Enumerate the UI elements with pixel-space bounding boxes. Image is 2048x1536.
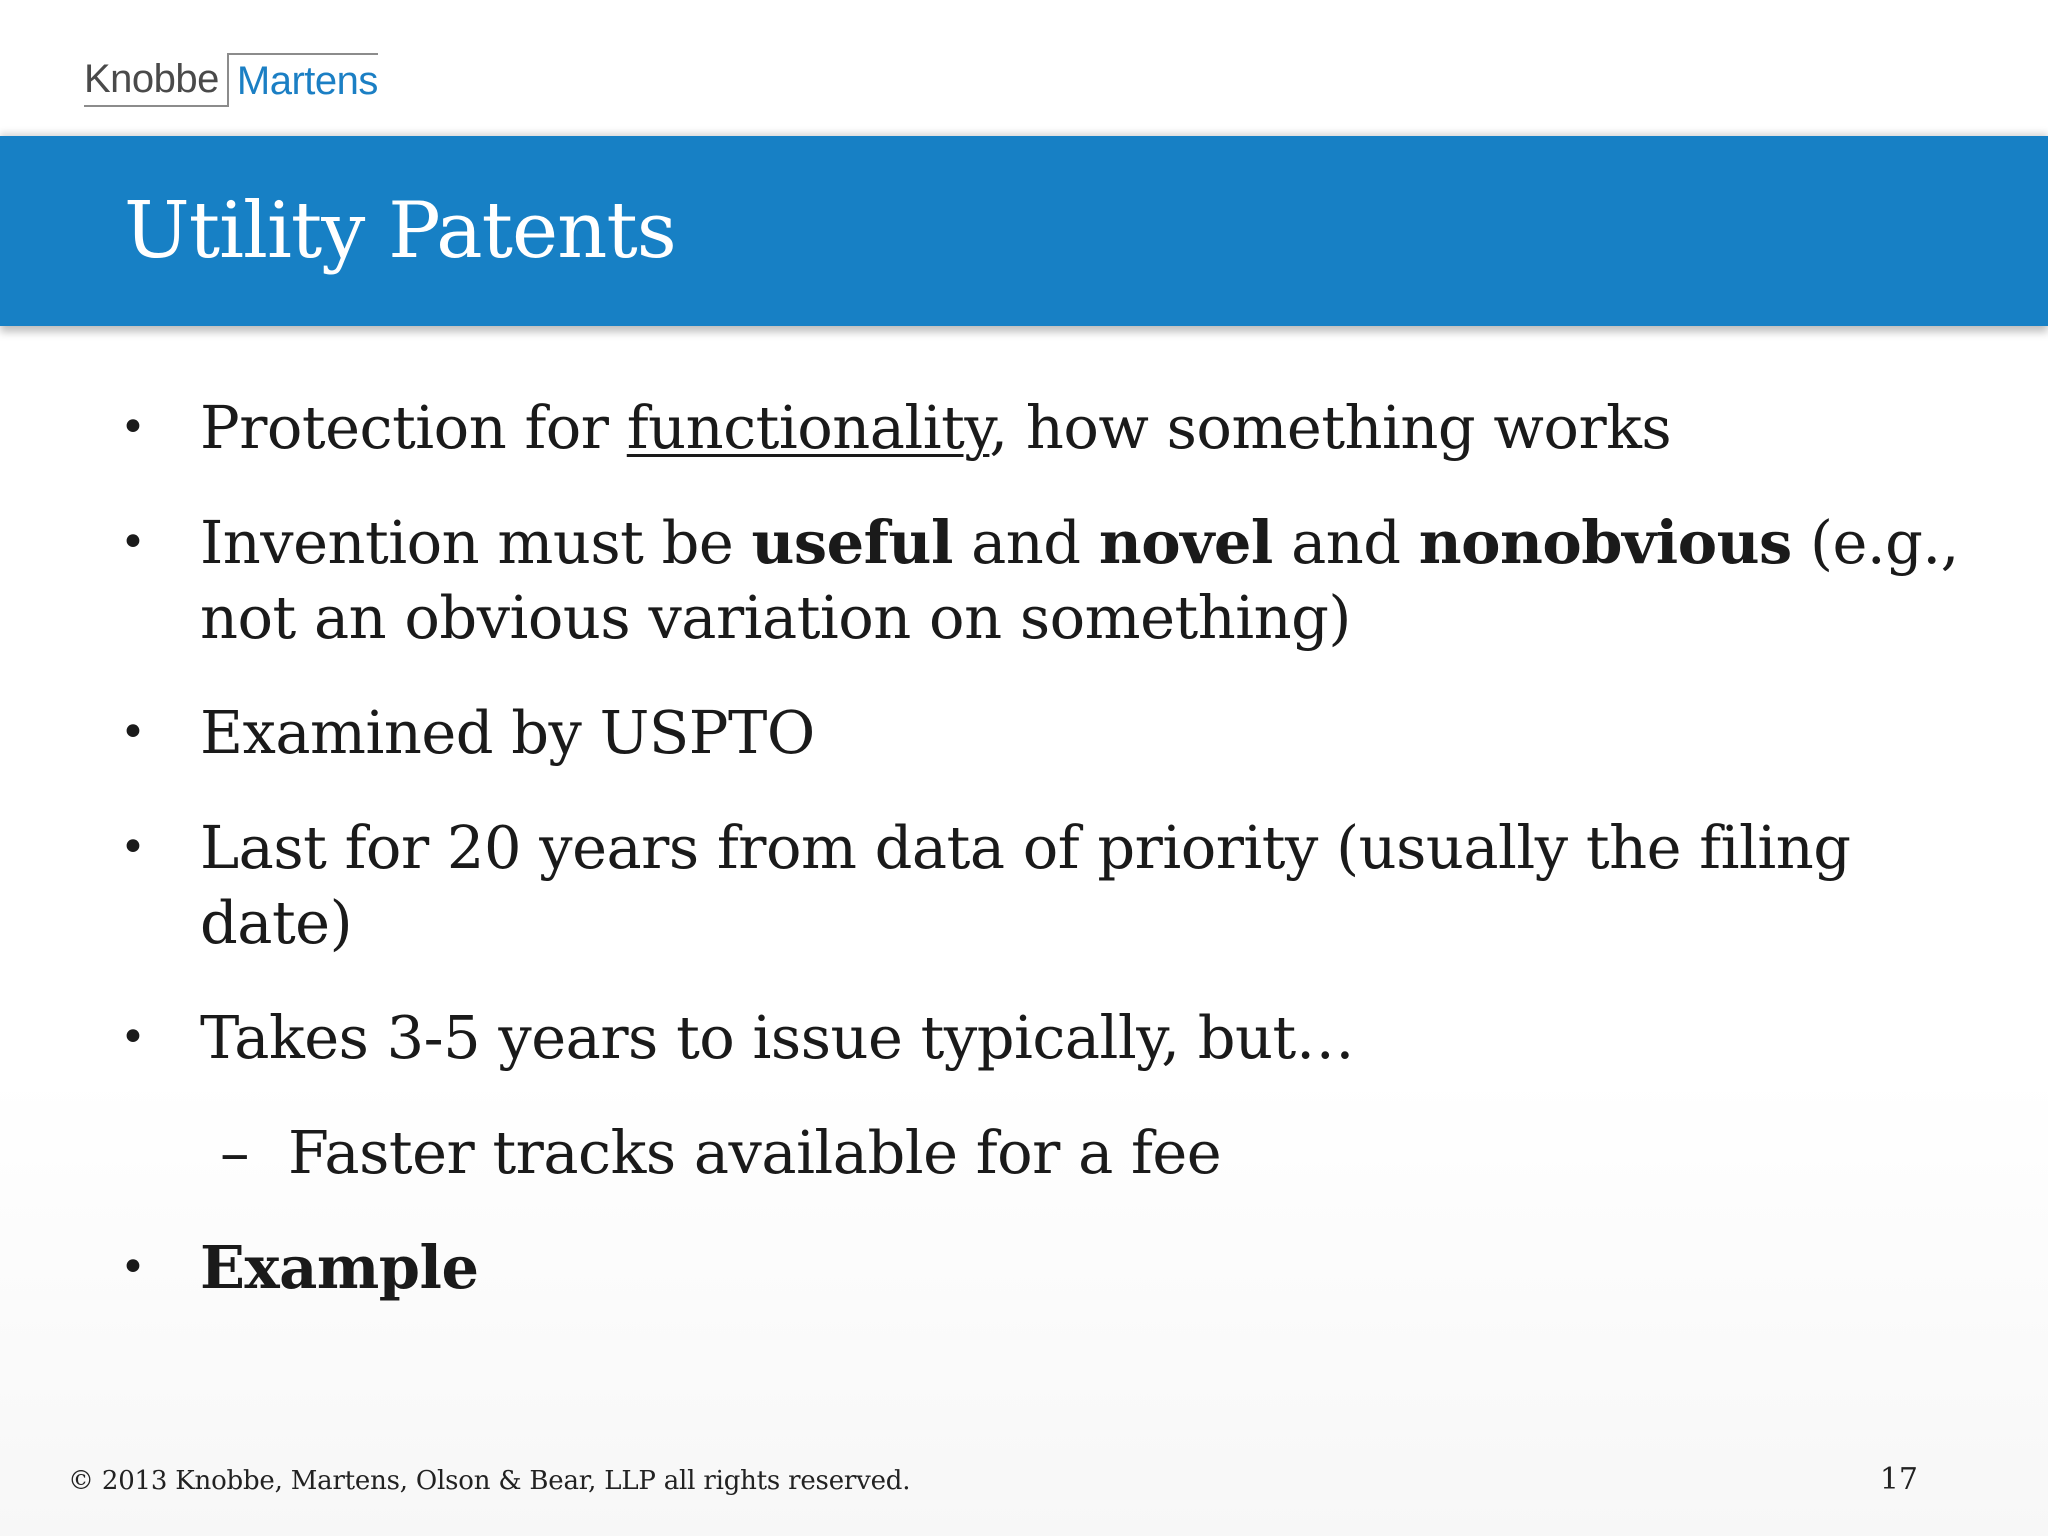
page-number: 17 (1879, 1462, 1918, 1497)
sub-bullet-text: Faster tracks available for a fee (288, 1118, 1222, 1187)
slide-title: Utility Patents (124, 186, 676, 276)
bullet-dot: • (120, 517, 146, 568)
bullet-text: Invention must be (200, 508, 752, 577)
bullet-text: Protection for (200, 393, 627, 462)
bullet-list (120, 390, 2000, 1345)
bullet-text: , how something works (989, 393, 1672, 462)
bullet-text-underlined: functionality (626, 393, 990, 462)
bullet-item-issue-time (120, 1000, 2000, 1075)
bullet-item-examined (120, 695, 2000, 770)
bullet-item-invention (120, 505, 2000, 655)
bullet-dot: • (120, 707, 146, 758)
copyright-footer: © 2013 Knobbe, Martens, Olson & Bear, LLP all rights reserved. (68, 1466, 911, 1496)
sub-bullet-dash: – (220, 1118, 249, 1187)
bullet-text-bold: nonobvious (1418, 508, 1792, 577)
bullet-text-bold: Example (200, 1233, 479, 1302)
bullet-dot: • (120, 1242, 146, 1293)
bullet-text: (e.g., not an obvious variation on something) (200, 508, 1959, 652)
title-band (0, 136, 2048, 326)
bullet-item-example (120, 1230, 2000, 1305)
bullet-dot: • (120, 822, 146, 873)
bullet-text: Last for 20 years from data of priority (usually the filing date) (200, 813, 1851, 957)
logo-word-martens: Martens (227, 53, 378, 107)
logo-word-knobbe: Knobbe (84, 53, 227, 107)
sub-bullet-item-faster-tracks (120, 1115, 2000, 1190)
bullet-text: Takes 3-5 years to issue typically, but… (200, 1003, 1355, 1072)
bullet-item-protection (120, 390, 2000, 465)
bullet-text: Examined by USPTO (200, 698, 815, 767)
bullet-text: and (1272, 508, 1419, 577)
bullet-text: and (952, 508, 1099, 577)
bullet-text-bold: useful (751, 508, 953, 577)
bullet-dot: • (120, 1012, 146, 1063)
bullet-item-duration (120, 810, 2000, 960)
bullet-text-bold: novel (1098, 508, 1273, 577)
company-logo (84, 52, 378, 108)
bullet-dot: • (120, 402, 146, 453)
